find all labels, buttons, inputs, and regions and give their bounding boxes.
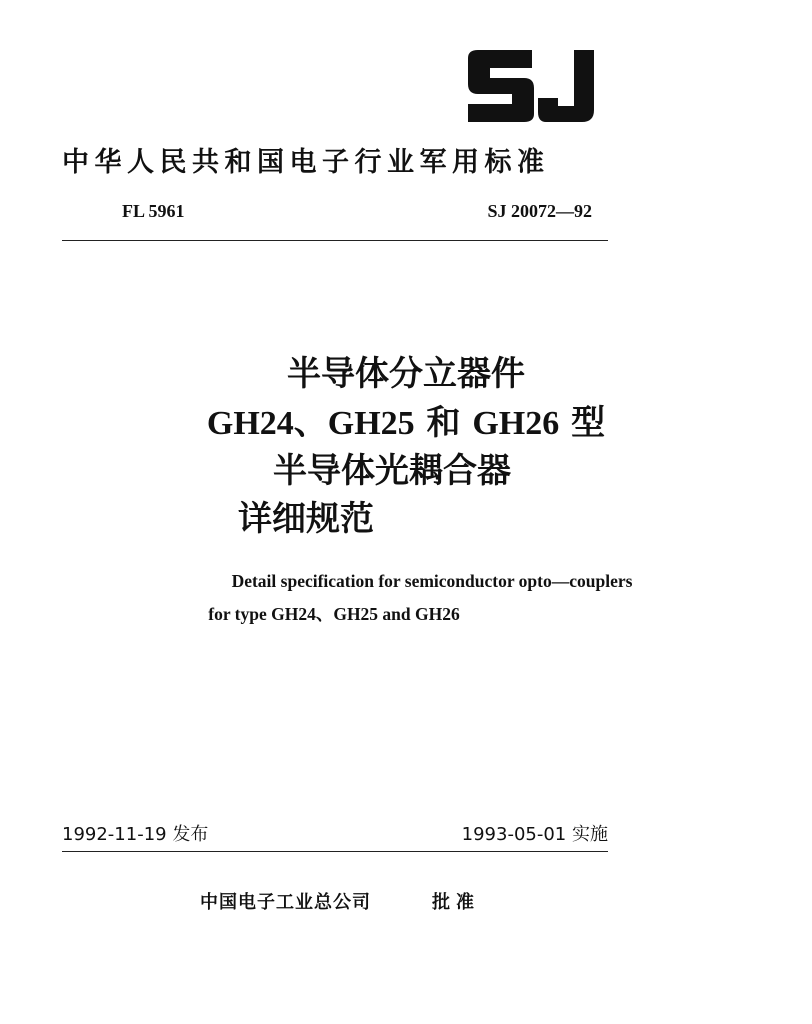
title-en-line1: Detail specification for semiconductor opto—couplers bbox=[231, 571, 633, 591]
issue-date: 1992-11-19 发布 bbox=[62, 824, 209, 845]
title-cn-line2-model-b: GH26 bbox=[472, 405, 560, 442]
standard-title: 中华人民共和国电子行业军用标准 bbox=[62, 147, 550, 178]
title-cn-line2-models: GH24、GH25 bbox=[206, 405, 415, 442]
top-divider bbox=[62, 240, 608, 241]
approval-label: 批准 bbox=[432, 892, 480, 913]
sj-logo-graphic bbox=[462, 44, 602, 126]
title-cn-line1: 半导体分立器件 bbox=[287, 354, 525, 394]
title-cn-line4: 详细规范 bbox=[238, 499, 374, 539]
fl-code: FL 5961 bbox=[122, 201, 185, 221]
approver: 中国电子工业总公司 bbox=[200, 892, 371, 913]
bottom-divider bbox=[62, 851, 608, 852]
sj-logo bbox=[462, 44, 602, 126]
title-cn-line2 bbox=[0, 403, 812, 444]
title-en-line2: for type GH24、GH25 and GH26 bbox=[208, 604, 460, 624]
implementation-date: 1993-05-01 实施 bbox=[461, 824, 608, 845]
title-cn-line2-type: 型 bbox=[559, 403, 606, 443]
sj-code: SJ 20072—92 bbox=[487, 201, 592, 221]
title-cn-line2-and: 和 bbox=[414, 403, 473, 443]
title-cn-line3: 半导体光耦合器 bbox=[273, 451, 511, 491]
